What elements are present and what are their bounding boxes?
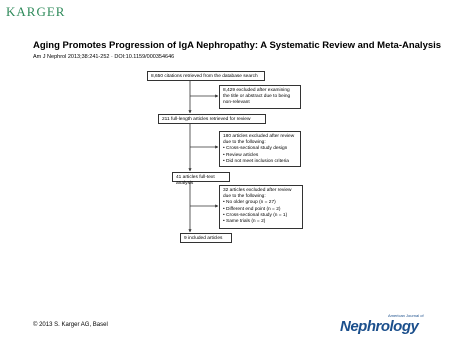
box-fulltext-41-text: 41 articles full-text analysis	[176, 175, 215, 187]
box-fulltext-211	[158, 114, 266, 124]
box-excluded-32	[219, 185, 303, 229]
box-excluded-32-text: 32 articles excluded after review due to the following: • No older group (n = 27) • Different end point (n = 2) • Cross-sectional study (n = 1) • Same trials (n = 2)	[223, 188, 292, 225]
box-excluded-180-text: 180 articles excluded after review due to the following: • Cross-sectional study design • Review articles • Did not meet inclusion criteria	[223, 134, 295, 164]
box-excluded-nonrelevant	[219, 85, 301, 109]
box-included-9-text: 9 included articles	[184, 236, 223, 241]
box-fulltext-41	[172, 172, 230, 187]
doi-link[interactable]: DOI:10.1159/000354646	[114, 54, 175, 60]
box-fulltext-211-text: 211 full-length articles retrieved for review	[162, 117, 251, 122]
publisher-logo: KARGER	[6, 4, 66, 19]
citation-separator: ·	[110, 54, 113, 60]
figure-title: Aging Promotes Progression of IgA Nephropathy: A Systematic Review and Meta-Analysis	[33, 40, 442, 51]
copyright-notice: © 2013 S. Karger AG, Basel	[33, 322, 108, 328]
box-included-9	[180, 233, 232, 243]
box-excluded-180	[219, 131, 301, 167]
box-citations	[147, 71, 265, 81]
box-citations-text: 8,650 citations retrieved from the database search	[151, 74, 258, 79]
journal-logo: Nephrology	[340, 318, 419, 335]
box-excluded-nonrelevant-text: 8,429 excluded after examining the title or abstract due to being non-relevant	[223, 88, 291, 106]
journal-subtitle: American Journal of	[388, 313, 424, 318]
journal-reference: Am J Nephrol 2013;38:241-252	[33, 54, 110, 60]
